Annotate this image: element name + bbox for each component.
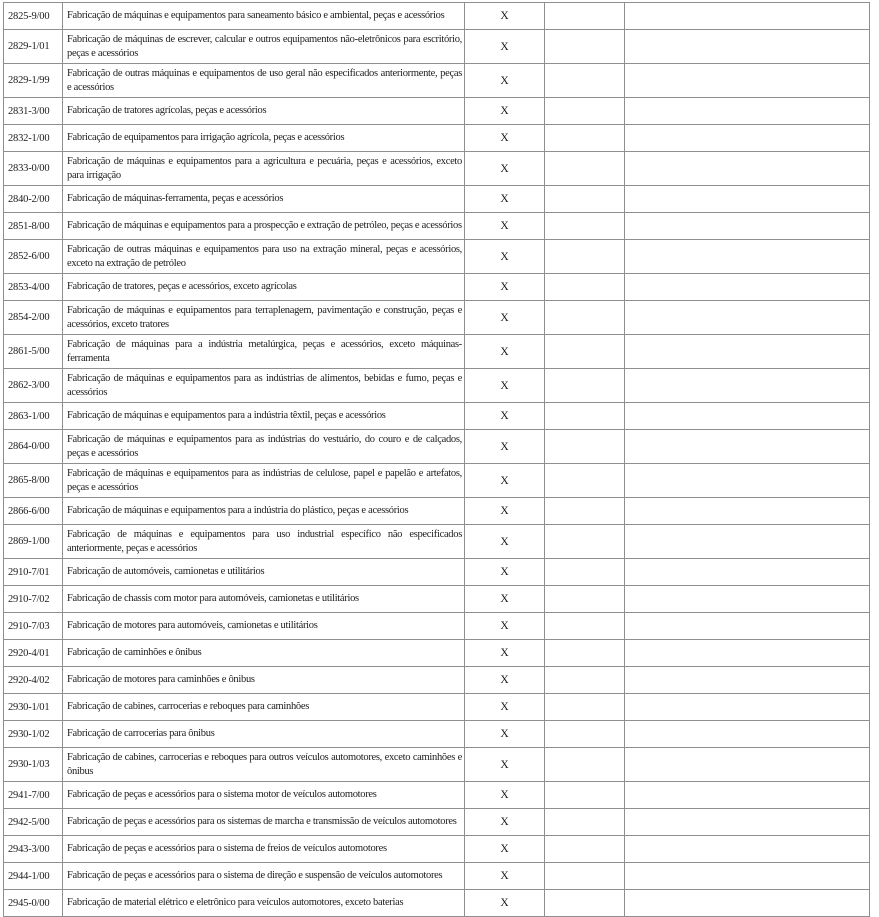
activity-description: Fabricação de máquinas e equipamentos para a prospecção e extração de petróleo, peças e acessórios [63, 213, 465, 240]
table-row [4, 274, 870, 301]
cnae-code: 2930-1/02 [4, 721, 63, 748]
activity-description: Fabricação de outras máquinas e equipamentos para uso na extração mineral, peças e acessórios, exceto na extração de petróleo [63, 240, 465, 274]
activity-description: Fabricação de peças e acessórios para o sistema motor de veículos automotores [63, 782, 465, 809]
empty-cell-2 [625, 721, 870, 748]
activity-description: Fabricação de motores para automóveis, camionetas e utilitários [63, 613, 465, 640]
table-row [4, 890, 870, 917]
empty-cell-1 [545, 403, 625, 430]
activity-description: Fabricação de máquinas e equipamentos para a indústria do plástico, peças e acessórios [63, 498, 465, 525]
empty-cell-2 [625, 809, 870, 836]
table-row [4, 721, 870, 748]
x-mark-cell: X [465, 64, 545, 98]
empty-cell-1 [545, 274, 625, 301]
activity-description: Fabricação de peças e acessórios para o sistema de direção e suspensão de veículos automotores [63, 863, 465, 890]
empty-cell-2 [625, 98, 870, 125]
table-row [4, 186, 870, 213]
activity-description: Fabricação de chassis com motor para automóveis, camionetas e utilitários [63, 586, 465, 613]
empty-cell-2 [625, 694, 870, 721]
x-mark-cell: X [465, 301, 545, 335]
table-row [4, 559, 870, 586]
x-mark-cell: X [465, 30, 545, 64]
x-mark-cell: X [465, 498, 545, 525]
activity-description: Fabricação de máquinas e equipamentos para a indústria têxtil, peças e acessórios [63, 403, 465, 430]
activity-description: Fabricação de máquinas e equipamentos para uso industrial específico não especificados anteriormente, peças e acessórios [63, 525, 465, 559]
empty-cell-1 [545, 64, 625, 98]
activity-description: Fabricação de máquinas e equipamentos para saneamento básico e ambiental, peças e acessórios [63, 3, 465, 30]
cnae-code: 2930-1/01 [4, 694, 63, 721]
empty-cell-1 [545, 3, 625, 30]
empty-cell-2 [625, 240, 870, 274]
activity-description: Fabricação de máquinas e equipamentos para as indústrias de celulose, papel e papelão e artefatos, peças e acessórios [63, 464, 465, 498]
activity-description: Fabricação de caminhões e ônibus [63, 640, 465, 667]
activity-description: Fabricação de outras máquinas e equipamentos de uso geral não especificados anteriormente, peças e acessórios [63, 64, 465, 98]
cnae-code: 2869-1/00 [4, 525, 63, 559]
empty-cell-1 [545, 213, 625, 240]
empty-cell-2 [625, 125, 870, 152]
table-row [4, 809, 870, 836]
cnae-code: 2920-4/01 [4, 640, 63, 667]
empty-cell-1 [545, 240, 625, 274]
table-row [4, 430, 870, 464]
cnae-code: 2910-7/01 [4, 559, 63, 586]
empty-cell-1 [545, 667, 625, 694]
empty-cell-1 [545, 586, 625, 613]
x-mark-cell: X [465, 748, 545, 782]
activity-description: Fabricação de automóveis, camionetas e utilitários [63, 559, 465, 586]
empty-cell-2 [625, 586, 870, 613]
table-row [4, 525, 870, 559]
empty-cell-2 [625, 464, 870, 498]
table-row [4, 125, 870, 152]
empty-cell-2 [625, 863, 870, 890]
activity-description: Fabricação de máquinas-ferramenta, peças e acessórios [63, 186, 465, 213]
empty-cell-2 [625, 525, 870, 559]
x-mark-cell: X [465, 863, 545, 890]
table-row [4, 667, 870, 694]
cnae-code: 2852-6/00 [4, 240, 63, 274]
cnae-code: 2862-3/00 [4, 369, 63, 403]
empty-cell-2 [625, 559, 870, 586]
cnae-code: 2910-7/03 [4, 613, 63, 640]
empty-cell-1 [545, 694, 625, 721]
cnae-code: 2864-0/00 [4, 430, 63, 464]
empty-cell-1 [545, 613, 625, 640]
cnae-code: 2832-1/00 [4, 125, 63, 152]
table-row [4, 213, 870, 240]
activity-description: Fabricação de material elétrico e eletrônico para veículos automotores, exceto baterias [63, 890, 465, 917]
x-mark-cell: X [465, 667, 545, 694]
table-row [4, 640, 870, 667]
empty-cell-2 [625, 498, 870, 525]
table-row [4, 98, 870, 125]
empty-cell-1 [545, 301, 625, 335]
x-mark-cell: X [465, 559, 545, 586]
empty-cell-2 [625, 152, 870, 186]
empty-cell-2 [625, 335, 870, 369]
table-row [4, 694, 870, 721]
activity-description: Fabricação de máquinas e equipamentos para terraplenagem, pavimentação e construção, peças e acessórios, exceto tratores [63, 301, 465, 335]
x-mark-cell: X [465, 586, 545, 613]
table-row [4, 836, 870, 863]
empty-cell-1 [545, 890, 625, 917]
table-row [4, 498, 870, 525]
x-mark-cell: X [465, 613, 545, 640]
x-mark-cell: X [465, 809, 545, 836]
x-mark-cell: X [465, 125, 545, 152]
cnae-code: 2866-6/00 [4, 498, 63, 525]
empty-cell-2 [625, 30, 870, 64]
cnae-code: 2941-7/00 [4, 782, 63, 809]
empty-cell-1 [545, 152, 625, 186]
cnae-code: 2831-3/00 [4, 98, 63, 125]
x-mark-cell: X [465, 335, 545, 369]
cnae-code: 2833-0/00 [4, 152, 63, 186]
cnae-code: 2829-1/99 [4, 64, 63, 98]
table-row [4, 30, 870, 64]
table-row [4, 240, 870, 274]
cnae-code: 2851-8/00 [4, 213, 63, 240]
empty-cell-1 [545, 559, 625, 586]
x-mark-cell: X [465, 836, 545, 863]
empty-cell-2 [625, 369, 870, 403]
table-row [4, 782, 870, 809]
cnae-code: 2840-2/00 [4, 186, 63, 213]
table-row [4, 3, 870, 30]
empty-cell-1 [545, 782, 625, 809]
empty-cell-2 [625, 782, 870, 809]
activity-description: Fabricação de máquinas de escrever, calcular e outros equipamentos não-eletrônicos para escritório, peças e acessórios [63, 30, 465, 64]
document-page [0, 2, 879, 909]
table-row [4, 613, 870, 640]
x-mark-cell: X [465, 403, 545, 430]
empty-cell-1 [545, 186, 625, 213]
empty-cell-2 [625, 890, 870, 917]
cnae-code: 2945-0/00 [4, 890, 63, 917]
cnae-code: 2920-4/02 [4, 667, 63, 694]
empty-cell-1 [545, 98, 625, 125]
activity-description: Fabricação de tratores, peças e acessórios, exceto agrícolas [63, 274, 465, 301]
empty-cell-2 [625, 430, 870, 464]
empty-cell-1 [545, 721, 625, 748]
table-body [4, 3, 870, 917]
empty-cell-1 [545, 809, 625, 836]
cnae-code: 2944-1/00 [4, 863, 63, 890]
empty-cell-1 [545, 640, 625, 667]
activity-description: Fabricação de peças e acessórios para o sistema de freios de veículos automotores [63, 836, 465, 863]
activity-description: Fabricação de máquinas para a indústria metalúrgica, peças e acessórios, exceto máquinas-ferramenta [63, 335, 465, 369]
empty-cell-2 [625, 3, 870, 30]
cnae-code: 2942-5/00 [4, 809, 63, 836]
cnae-code: 2943-3/00 [4, 836, 63, 863]
empty-cell-2 [625, 403, 870, 430]
x-mark-cell: X [465, 525, 545, 559]
table-row [4, 335, 870, 369]
x-mark-cell: X [465, 430, 545, 464]
x-mark-cell: X [465, 274, 545, 301]
cnae-code: 2910-7/02 [4, 586, 63, 613]
empty-cell-1 [545, 863, 625, 890]
empty-cell-2 [625, 640, 870, 667]
empty-cell-2 [625, 748, 870, 782]
table-row [4, 863, 870, 890]
activity-description: Fabricação de peças e acessórios para os sistemas de marcha e transmissão de veículos automotores [63, 809, 465, 836]
x-mark-cell: X [465, 98, 545, 125]
empty-cell-1 [545, 335, 625, 369]
table-row [4, 748, 870, 782]
x-mark-cell: X [465, 890, 545, 917]
empty-cell-1 [545, 30, 625, 64]
empty-cell-2 [625, 667, 870, 694]
empty-cell-1 [545, 430, 625, 464]
cnae-code: 2853-4/00 [4, 274, 63, 301]
empty-cell-2 [625, 836, 870, 863]
x-mark-cell: X [465, 464, 545, 498]
cnae-code: 2865-8/00 [4, 464, 63, 498]
cnae-code: 2829-1/01 [4, 30, 63, 64]
x-mark-cell: X [465, 369, 545, 403]
activity-description: Fabricação de carrocerias para ônibus [63, 721, 465, 748]
empty-cell-2 [625, 64, 870, 98]
activity-description: Fabricação de cabines, carrocerias e reboques para caminhões [63, 694, 465, 721]
table-row [4, 152, 870, 186]
empty-cell-2 [625, 274, 870, 301]
x-mark-cell: X [465, 640, 545, 667]
cnae-code: 2825-9/00 [4, 3, 63, 30]
table-row [4, 369, 870, 403]
x-mark-cell: X [465, 213, 545, 240]
activity-description: Fabricação de máquinas e equipamentos para a agricultura e pecuária, peças e acessórios, exceto para irrigação [63, 152, 465, 186]
cnae-code: 2930-1/03 [4, 748, 63, 782]
empty-cell-1 [545, 125, 625, 152]
table-row [4, 301, 870, 335]
x-mark-cell: X [465, 186, 545, 213]
activity-description: Fabricação de cabines, carrocerias e reboques para outros veículos automotores, exceto caminhões e ônibus [63, 748, 465, 782]
x-mark-cell: X [465, 3, 545, 30]
empty-cell-1 [545, 498, 625, 525]
activity-description: Fabricação de máquinas e equipamentos para as indústrias de alimentos, bebidas e fumo, peças e acessórios [63, 369, 465, 403]
cnae-classification-table [3, 2, 870, 917]
activity-description: Fabricação de máquinas e equipamentos para as indústrias do vestuário, do couro e de calçados, peças e acessórios [63, 430, 465, 464]
empty-cell-1 [545, 748, 625, 782]
table-row [4, 464, 870, 498]
table-row [4, 403, 870, 430]
empty-cell-1 [545, 464, 625, 498]
empty-cell-1 [545, 369, 625, 403]
x-mark-cell: X [465, 240, 545, 274]
activity-description: Fabricação de equipamentos para irrigação agrícola, peças e acessórios [63, 125, 465, 152]
cnae-code: 2863-1/00 [4, 403, 63, 430]
x-mark-cell: X [465, 721, 545, 748]
activity-description: Fabricação de motores para caminhões e ônibus [63, 667, 465, 694]
activity-description: Fabricação de tratores agrícolas, peças e acessórios [63, 98, 465, 125]
empty-cell-1 [545, 836, 625, 863]
cnae-code: 2854-2/00 [4, 301, 63, 335]
empty-cell-2 [625, 613, 870, 640]
x-mark-cell: X [465, 782, 545, 809]
empty-cell-2 [625, 301, 870, 335]
cnae-code: 2861-5/00 [4, 335, 63, 369]
empty-cell-2 [625, 186, 870, 213]
table-row [4, 586, 870, 613]
empty-cell-1 [545, 525, 625, 559]
table-row [4, 64, 870, 98]
x-mark-cell: X [465, 694, 545, 721]
empty-cell-2 [625, 213, 870, 240]
x-mark-cell: X [465, 152, 545, 186]
